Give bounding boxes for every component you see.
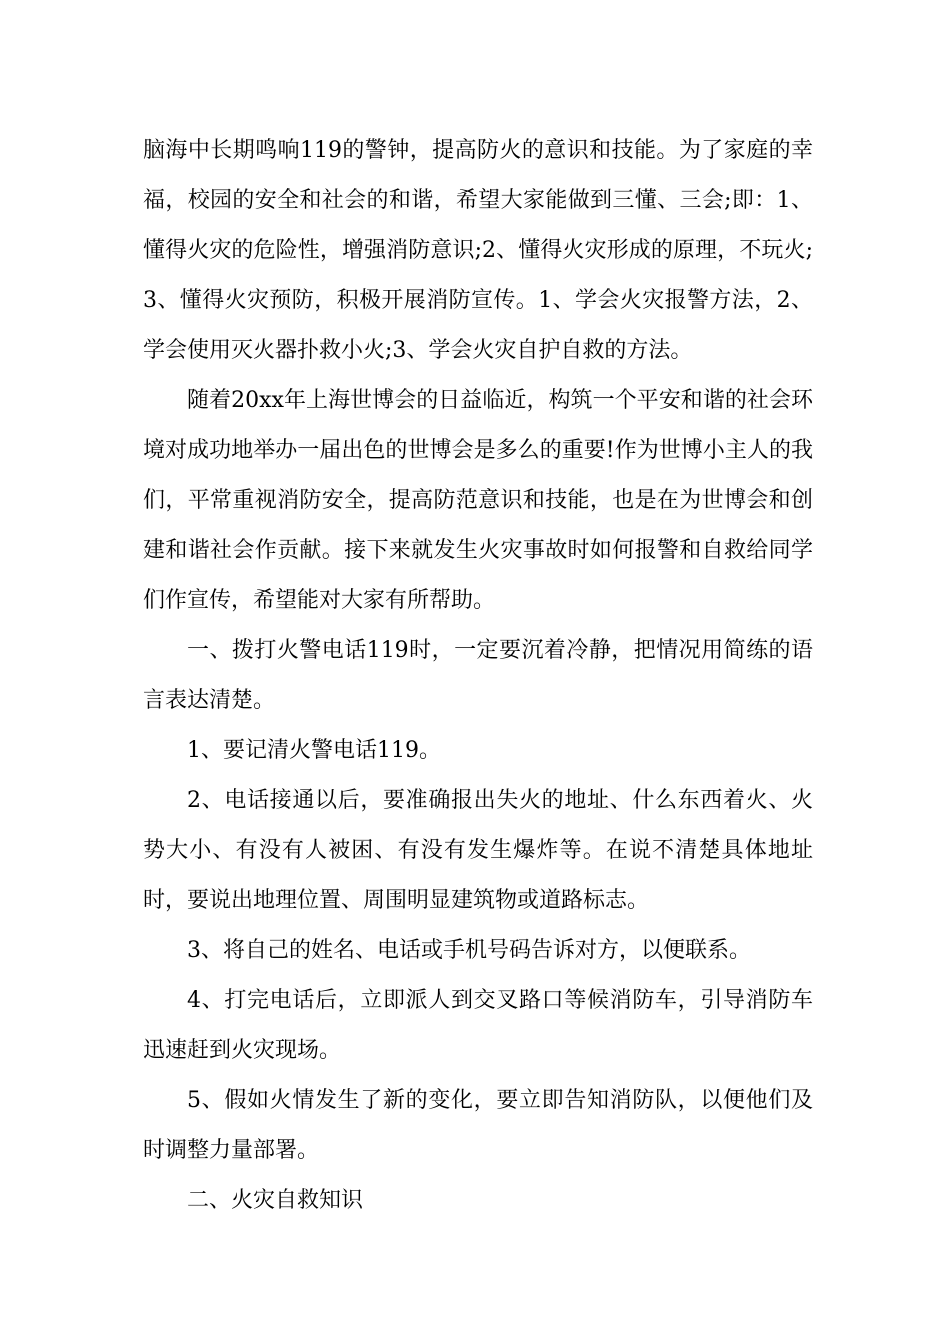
section-heading-fire-call: 一、拨打火警电话119时，一定要沉着冷静，把情况用简练的语言表达清楚。: [143, 638, 813, 713]
list-item-1: 1、要记清火警电话119。: [187, 738, 441, 763]
document-body: [143, 126, 813, 1226]
list-item-2: 2、电话接通以后，要准确报出失火的地址、什么东西着火、火势大小、有没有人被困、有没有发生爆炸等。在说不清楚具体地址时，要说出地理位置、周围明显建筑物或道路标志。: [143, 788, 813, 913]
paragraph-three-knows: 脑海中长期鸣响119的警钟，提高防火的意识和技能。为了家庭的幸福，校园的安全和社会的和谐，希望大家能做到三懂、三会;即：1、懂得火灾的危险性，增强消防意识;2、懂得火灾形成的原理，不玩火;3、懂得火灾预防，积极开展消防宣传。1、学会火灾报警方法，2、学会使用灭火器扑救小火;3、学会火灾自护自救的方法。: [143, 138, 813, 363]
list-item-3: 3、将自己的姓名、电话或手机号码告诉对方，以便联系。: [187, 938, 751, 963]
paragraph-expo: 随着20xx年上海世博会的日益临近，构筑一个平安和谐的社会环境对成功地举办一届出色的世博会是多么的重要!作为世博小主人的我们，平常重视消防安全，提高防范意识和技能，也是在为世博会和创建和谐社会作贡献。接下来就发生火灾事故时如何报警和自救给同学们作宣传，希望能对大家有所帮助。: [143, 388, 813, 613]
list-item-4: 4、打完电话后，立即派人到交叉路口等候消防车，引导消防车迅速赶到火灾现场。: [143, 988, 813, 1063]
list-item-5: 5、假如火情发生了新的变化，要立即告知消防队，以便他们及时调整力量部署。: [143, 1088, 813, 1163]
section-heading-self-rescue: 二、火灾自救知识: [187, 1188, 364, 1213]
